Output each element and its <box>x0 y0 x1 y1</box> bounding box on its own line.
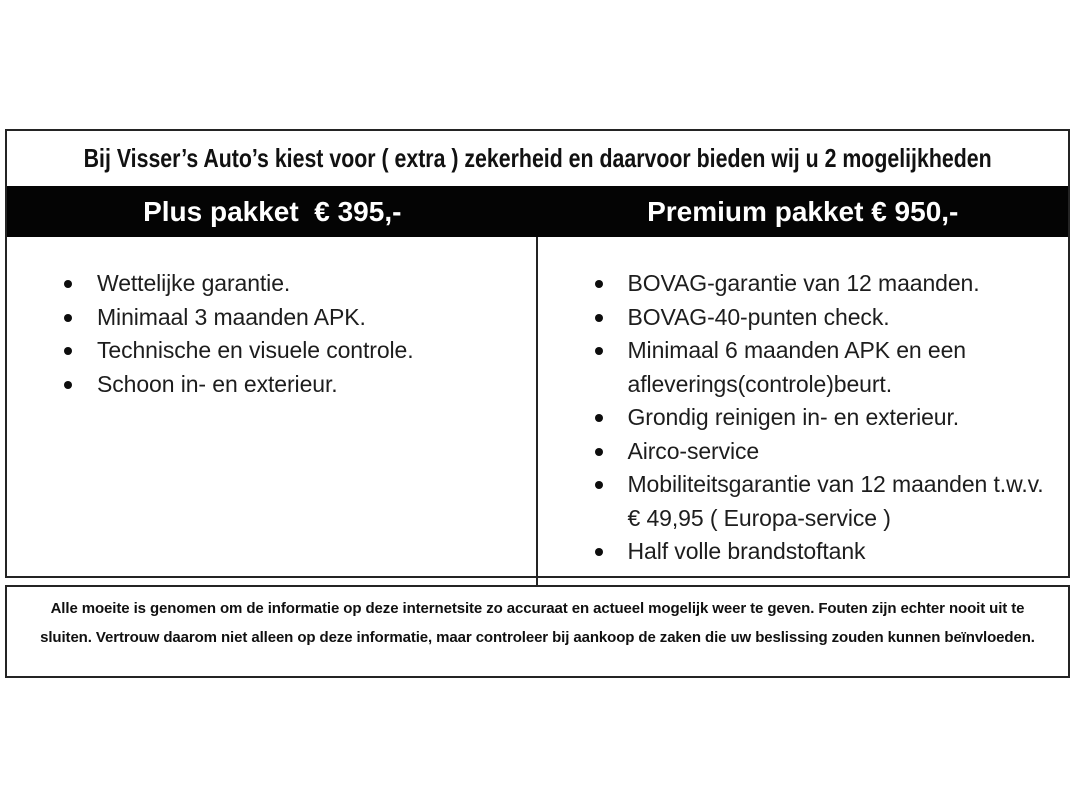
bullet-icon <box>595 334 628 368</box>
bullet-icon <box>64 334 97 368</box>
disclaimer-box <box>5 585 1070 678</box>
premium-features-list <box>538 267 1051 569</box>
feature-text: Half volle brandstoftank <box>627 538 866 564</box>
feature-text: Minimaal 3 maanden APK. <box>97 303 366 330</box>
feature-item <box>538 334 1051 401</box>
plus-features-list <box>7 267 518 401</box>
warranty-packages-table <box>5 129 1070 578</box>
feature-item <box>7 301 518 335</box>
bullet-icon <box>64 267 97 301</box>
bullet-icon <box>595 267 628 301</box>
table-title-row <box>7 131 1068 186</box>
feature-item <box>538 535 1051 569</box>
feature-item <box>7 334 518 368</box>
feature-item <box>7 368 518 402</box>
feature-text: Technische en visuele controle. <box>97 337 414 363</box>
feature-text: Grondig reinigen in- en exterieur. <box>627 404 960 430</box>
bullet-icon <box>595 535 628 569</box>
bullet-icon <box>595 468 628 502</box>
bullet-icon <box>64 301 97 335</box>
package-header-bar <box>7 186 1068 237</box>
plus-features-column <box>7 237 538 585</box>
package-features-row <box>7 237 1068 585</box>
feature-item <box>538 267 1051 301</box>
disclaimer-text: Alle moeite is genomen om de informatie op deze internetsite zo accuraat en actueel mogelijk weer te geven. Fouten zijn echter nooit uit te sluiten. Vertrouw daarom niet alleen op deze informatie, maar controleer bij aankoop de zaken die uw beslissing zouden kunnen beïnvloeden. <box>40 600 1035 646</box>
bullet-icon <box>595 401 628 435</box>
feature-text: Mobiliteitsgarantie van 12 maanden t.w.v. € 49,95 ( Europa-service ) <box>627 471 1044 531</box>
bullet-icon <box>64 368 97 402</box>
feature-item <box>7 267 518 301</box>
premium-features-column <box>538 237 1069 585</box>
feature-text: BOVAG-garantie van 12 maanden. <box>627 270 980 296</box>
bullet-icon <box>595 435 628 469</box>
feature-text: BOVAG-40-punten check. <box>627 303 890 330</box>
package-header-plus: Plus pakket € 395,- <box>143 195 402 227</box>
package-header-premium: Premium pakket € 950,- <box>647 195 959 227</box>
feature-text: Minimaal 6 maanden APK en een afleverings(controle)beurt. <box>627 337 966 397</box>
feature-text: Wettelijke garantie. <box>97 270 291 296</box>
feature-text: Schoon in- en exterieur. <box>97 370 338 397</box>
feature-item <box>538 301 1051 335</box>
feature-item <box>538 401 1051 435</box>
feature-item <box>538 468 1051 535</box>
feature-text: Airco-service <box>627 437 760 464</box>
table-title: Bij Visser’s Auto’s kiest voor ( extra ) zekerheid en daarvoor bieden wij u 2 mogelijkheden <box>83 143 992 173</box>
bullet-icon <box>595 301 628 335</box>
feature-item <box>538 435 1051 469</box>
